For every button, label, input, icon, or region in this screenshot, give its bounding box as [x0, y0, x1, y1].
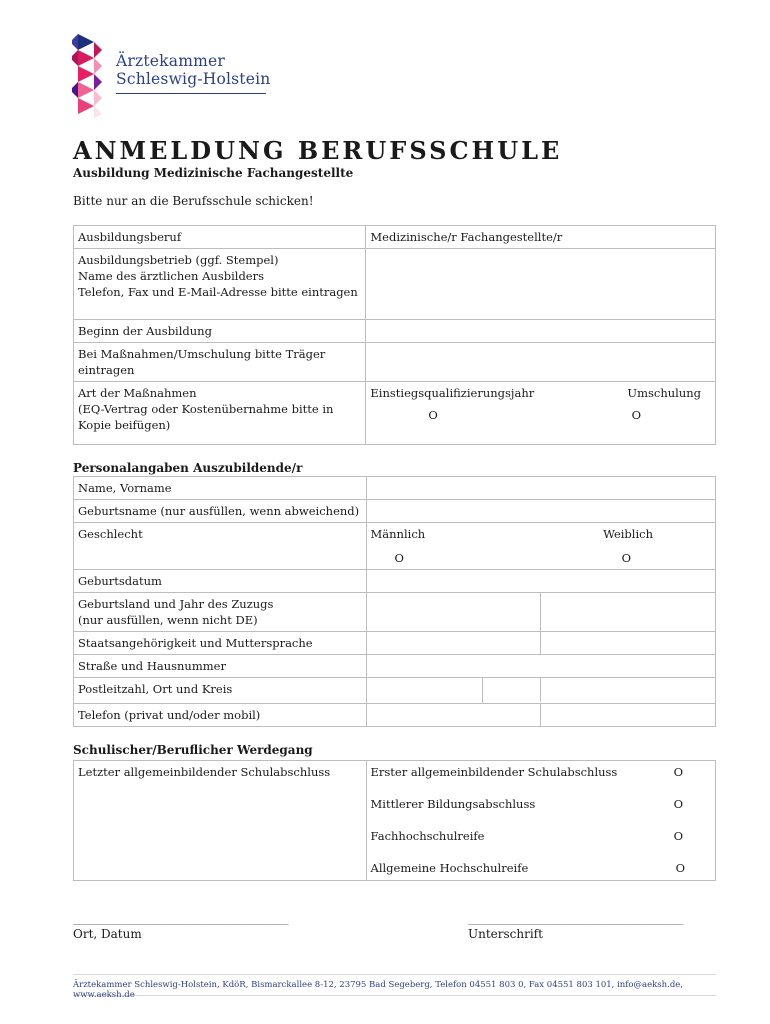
betrieb-label-line1: Ausbildungsbetrieb (ggf. Stempel)	[78, 253, 279, 267]
geburtsland-field[interactable]	[366, 593, 541, 632]
telefon-label: Telefon (privat und/oder mobil)	[74, 704, 367, 727]
org-name-line2: Schleswig-Holstein	[116, 70, 271, 88]
option-erster-label: Erster allgemeinbildender Schulabschluss	[370, 765, 618, 779]
org-name	[116, 52, 270, 88]
ort-subfield[interactable]	[483, 678, 541, 702]
geburtsname-field[interactable]	[366, 500, 715, 523]
radio-fachhochschulreife[interactable]: O	[673, 829, 683, 843]
personal-info-table	[73, 476, 716, 727]
beginn-label: Beginn der Ausbildung	[74, 320, 366, 343]
option-hochschulreife-label: Allgemeine Hochschulreife	[370, 861, 529, 875]
telefon-privat-field[interactable]	[366, 704, 541, 727]
betrieb-label-line3: Telefon, Fax und E-Mail-Adresse bitte eintragen	[78, 285, 358, 299]
radio-hochschulreife[interactable]: O	[675, 861, 685, 875]
ausbildungsberuf-value: Medizinische/r Fachangestellte/r	[366, 226, 716, 249]
footer-contact: Ärztekammer Schleswig-Holstein, KdöR, Bismarckallee 8-12, 23795 Bad Segeberg, Telefon 04551 803 0, Fax 04551 803 101, info@aeksh.de, www.aeksh.de	[73, 974, 716, 996]
zuzugsjahr-field[interactable]	[541, 593, 716, 632]
unterschrift-line[interactable]: ___________________________________________	[468, 912, 683, 925]
massnahmen-label	[74, 343, 366, 382]
geburtsland-label	[74, 593, 367, 632]
telefon-mobil-field[interactable]	[541, 704, 716, 727]
strasse-label: Straße und Hausnummer	[74, 655, 367, 678]
name-label: Name, Vorname	[74, 477, 367, 500]
werdegang-table	[73, 760, 716, 881]
art-label	[74, 382, 366, 445]
name-field[interactable]	[366, 477, 715, 500]
betrieb-field[interactable]	[366, 249, 716, 320]
radio-eq[interactable]: O	[428, 408, 438, 422]
page-title: ANMELDUNG BERUFSSCHULE	[73, 136, 563, 165]
ort-datum-line[interactable]: ___________________________________________	[73, 912, 288, 925]
ort-field[interactable]	[483, 678, 716, 704]
geburtsdatum-label: Geburtsdatum	[74, 570, 367, 593]
art-options	[366, 382, 716, 445]
geburtsdatum-field[interactable]	[366, 570, 715, 593]
option-mittlerer-label: Mittlerer Bildungsabschluss	[370, 797, 536, 811]
radio-mittlerer[interactable]: O	[673, 797, 683, 811]
art-label-line3: Kopie beifügen)	[78, 418, 171, 432]
option-fachhochschulreife-label: Fachhochschulreife	[370, 829, 485, 843]
option-row-mittlerer[interactable]	[371, 796, 711, 812]
staat-label: Staatsangehörigkeit und Muttersprache	[74, 632, 367, 655]
option-maennlich-label: Männlich	[370, 527, 426, 541]
org-name-line1: Ärztekammer	[116, 52, 225, 70]
geburtsland-label-line2: (nur ausfüllen, wenn nicht DE)	[78, 613, 258, 627]
page-subtitle: Ausbildung Medizinische Fachangestellte	[73, 166, 354, 180]
logo-divider	[116, 93, 266, 94]
schulabschluss-options	[366, 761, 715, 881]
option-weiblich-label: Weiblich	[603, 527, 653, 541]
radio-umschulung[interactable]: O	[631, 408, 641, 422]
option-row-hochschulreife[interactable]	[371, 860, 711, 876]
unterschrift-block	[468, 912, 683, 941]
art-label-line1: Art der Maßnahmen	[78, 386, 197, 400]
ort-datum-block	[73, 912, 288, 941]
massnahmen-label-line1: Bei Maßnahmen/Umschulung bitte Träger	[78, 347, 326, 361]
plz-field[interactable]	[366, 678, 483, 704]
training-info-table	[73, 225, 716, 445]
radio-maennlich[interactable]: O	[394, 551, 404, 565]
betrieb-label	[74, 249, 366, 320]
geschlecht-options	[366, 523, 715, 570]
instruction-note: Bitte nur an die Berufsschule schicken!	[73, 194, 314, 208]
personal-section-heading: Personalangaben Auszubildende/r	[73, 461, 303, 475]
beginn-field[interactable]	[366, 320, 716, 343]
radio-weiblich[interactable]: O	[621, 551, 631, 565]
geburtsland-label-line1: Geburtsland und Jahr des Zuzugs	[78, 597, 274, 611]
ort-datum-label: Ort, Datum	[73, 927, 142, 941]
strasse-field[interactable]	[366, 655, 715, 678]
option-row-fachhochschulreife[interactable]	[371, 828, 711, 844]
muttersprache-field[interactable]	[541, 632, 716, 655]
massnahmen-label-line2: eintragen	[78, 363, 135, 377]
betrieb-label-line2: Name des ärztlichen Ausbilders	[78, 269, 265, 283]
plz-label: Postleitzahl, Ort und Kreis	[74, 678, 367, 704]
option-row-erster[interactable]	[371, 764, 711, 780]
org-logo-mark	[72, 34, 108, 118]
unterschrift-label: Unterschrift	[468, 927, 543, 941]
kreis-field[interactable]	[541, 678, 715, 702]
radio-erster[interactable]: O	[673, 765, 683, 779]
option-umschulung-label: Umschulung	[627, 386, 701, 400]
schulabschluss-label: Letzter allgemeinbildender Schulabschluss	[74, 761, 367, 881]
art-label-line2: (EQ-Vertrag oder Kostenübernahme bitte in	[78, 402, 334, 416]
geburtsname-label: Geburtsname (nur ausfüllen, wenn abweichend)	[74, 500, 367, 523]
geschlecht-label: Geschlecht	[74, 523, 367, 570]
ausbildungsberuf-label: Ausbildungsberuf	[74, 226, 366, 249]
massnahmen-field[interactable]	[366, 343, 716, 382]
option-eq-label: Einstiegsqualifizierungsjahr	[370, 386, 535, 400]
staat-field[interactable]	[366, 632, 541, 655]
werdegang-section-heading: Schulischer/Beruflicher Werdegang	[73, 743, 313, 757]
